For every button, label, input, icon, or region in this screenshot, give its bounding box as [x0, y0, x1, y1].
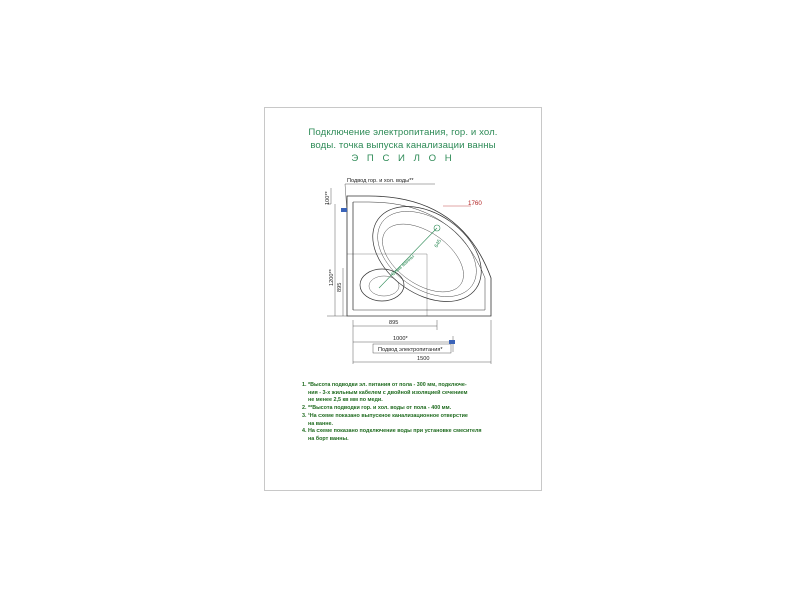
dim-left-100: 100** [325, 191, 331, 205]
size-callout [443, 200, 482, 207]
power-supply-marker [449, 340, 455, 344]
dim-bottom-1500: 1500 [417, 356, 430, 362]
water-supply-label: Подвод гор. и хол. воды** [347, 178, 414, 184]
note-line: 2. **Высота подводки гор. и хол. воды от пола - 400 мм. [302, 405, 452, 412]
note-line: 1. *Высота подводки эл. питания от пола - 300 мм, подключе- [302, 382, 467, 388]
water-supply-callout [341, 178, 435, 212]
size-1760-label: 1760 [468, 200, 482, 207]
note-line: ния - 3-х жильным кабелем с двойной изоляцией сечением [308, 389, 468, 396]
note-line: 3. ¹На схеме показано выпускное канализационное отверстие [302, 412, 468, 419]
drawing-sheet [264, 107, 542, 491]
drain-label: Слив ванны [390, 253, 416, 278]
dim-bottom-1000: 1000* [393, 336, 408, 342]
note-line: на ванне. [308, 420, 334, 427]
note-line: 4. На схеме показано подключение воды при установке смесителя [302, 428, 482, 435]
dim-left-895: 895 [337, 282, 343, 292]
dim-645-label: 645 [433, 238, 444, 249]
power-supply-label: Подвод электропитания* [378, 347, 443, 353]
notes-block [302, 382, 532, 444]
note-line: не менее 2,5 кв мм по меди. [308, 397, 383, 404]
title-line-1: Подключение электропитания, гор. и хол. [308, 127, 498, 138]
water-supply-marker [341, 208, 347, 212]
note-line: на борт ванны. [308, 435, 349, 442]
drain-marker [379, 225, 443, 288]
left-dimensions [325, 188, 347, 316]
bottom-dimensions [353, 320, 491, 364]
dim-left-1200: 1200** [329, 269, 335, 286]
title-line-2: воды. точка выпуска канализации ванны [310, 140, 496, 151]
dim-bottom-895: 895 [389, 320, 399, 326]
title-model-name: Э П С И Л О Н [351, 153, 455, 164]
